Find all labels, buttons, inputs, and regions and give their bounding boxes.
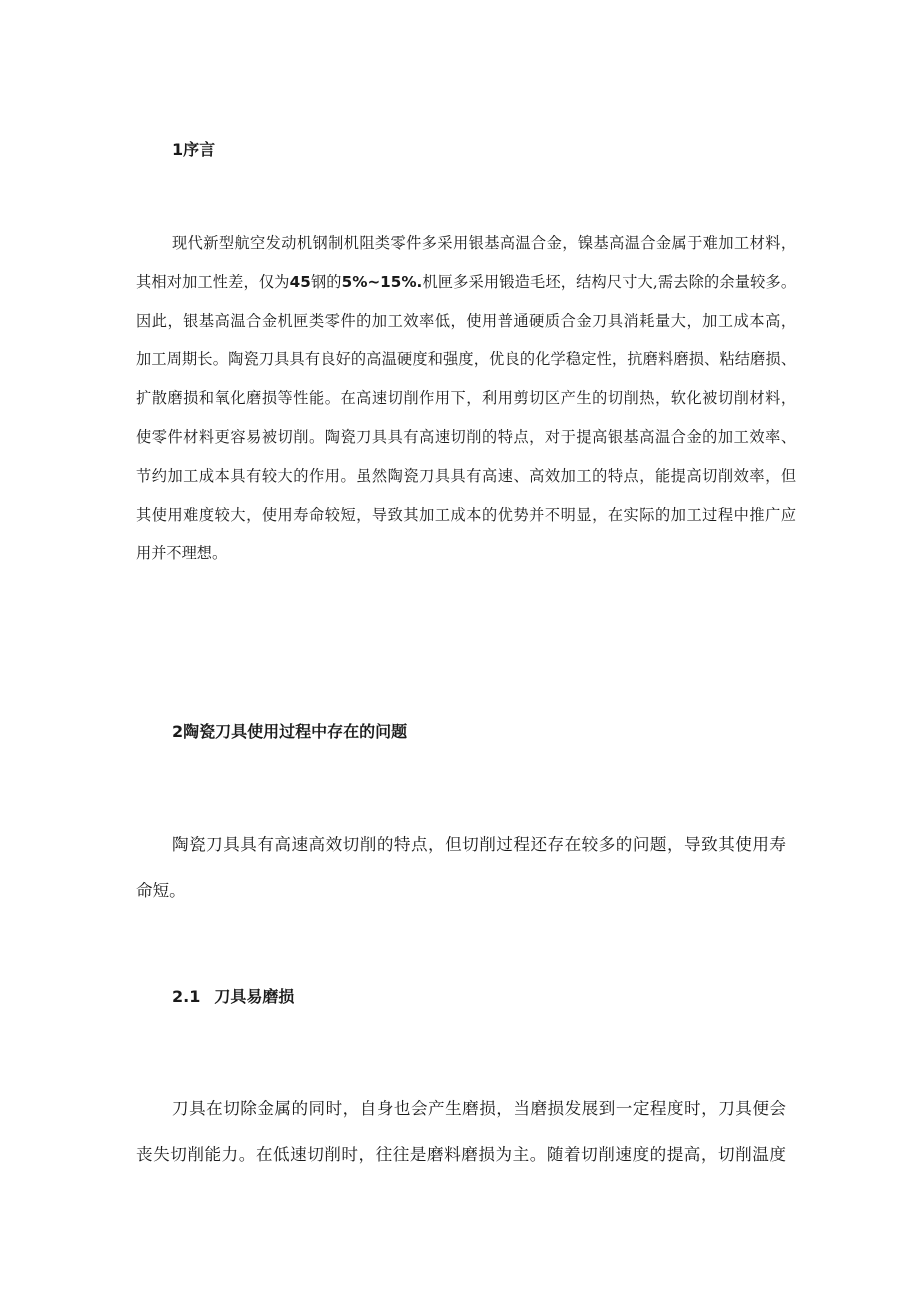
bold-percentage: 5%~15%.: [341, 272, 423, 291]
subsection-number: 2.1: [172, 987, 201, 1006]
paragraph-line: 丧失切削能力。在低速切削时，往往是磨料磨损为主。随着切削速度的提高，切削温度: [136, 1145, 786, 1164]
intro-paragraph: [136, 224, 796, 573]
paragraph-line: 其使用难度较大，使用寿命较短，导致其加工成本的优势并不明显，在实际的加工过程中推广应: [136, 505, 796, 524]
paragraph-line: 命短。: [136, 881, 186, 900]
section-heading-2: 2陶瓷刀具使用过程中存在的问题: [172, 722, 408, 741]
text-run: 机匣多采用锻造毛坯，结构尺寸大,需去除的余量较多。: [422, 272, 797, 291]
paragraph-line: 加工周期长。陶瓷刀具具有良好的高温硬度和强度，优良的化学稳定性，抗磨料磨损、粘结磨损、: [136, 350, 796, 369]
paragraph-line: 现代新型航空发动机钢制机阻类零件多采用银基高温合金，镍基高温合金属于难加工材料，: [172, 234, 796, 252]
paragraph-line: [136, 263, 796, 302]
paragraph-line: 扩散磨损和氧化磨损等性能。在高速切削作用下，利用剪切区产生的切削热，软化被切削材料，: [136, 389, 796, 408]
subsection-title: 刀具易磨损: [214, 987, 295, 1006]
section-heading-1: 1序言: [172, 140, 216, 159]
bold-number: 45: [289, 272, 311, 291]
paragraph-line: 刀具在切除金属的同时，自身也会产生磨损，当磨损发展到一定程度时，刀具便会: [172, 1099, 786, 1118]
paragraph-line: 用并不理想。: [136, 544, 228, 563]
subsection-heading-2-1: [172, 987, 294, 1007]
text-run: 钢的: [310, 272, 342, 291]
text-run: 其相对加工性差，仅为: [136, 272, 290, 291]
wear-paragraph: [136, 1086, 786, 1178]
paragraph-line: 节约加工成本具有较大的作用。虽然陶瓷刀具具有高速、高效加工的特点，能提高切削效率，但: [136, 466, 796, 485]
paragraph-line: 陶瓷刀具具有高速高效切削的特点，但切削过程还存在较多的问题，导致其使用寿: [172, 835, 786, 854]
problems-paragraph: [136, 822, 786, 914]
paragraph-line: 因此，银基高温合金机匣类零件的加工效率低，使用普通硬质合金刀具消耗量大，加工成本高，: [136, 311, 796, 330]
paragraph-line: 使零件材料更容易被切削。陶瓷刀具具有高速切削的特点，对于提高银基高温合金的加工效率、: [136, 427, 796, 446]
